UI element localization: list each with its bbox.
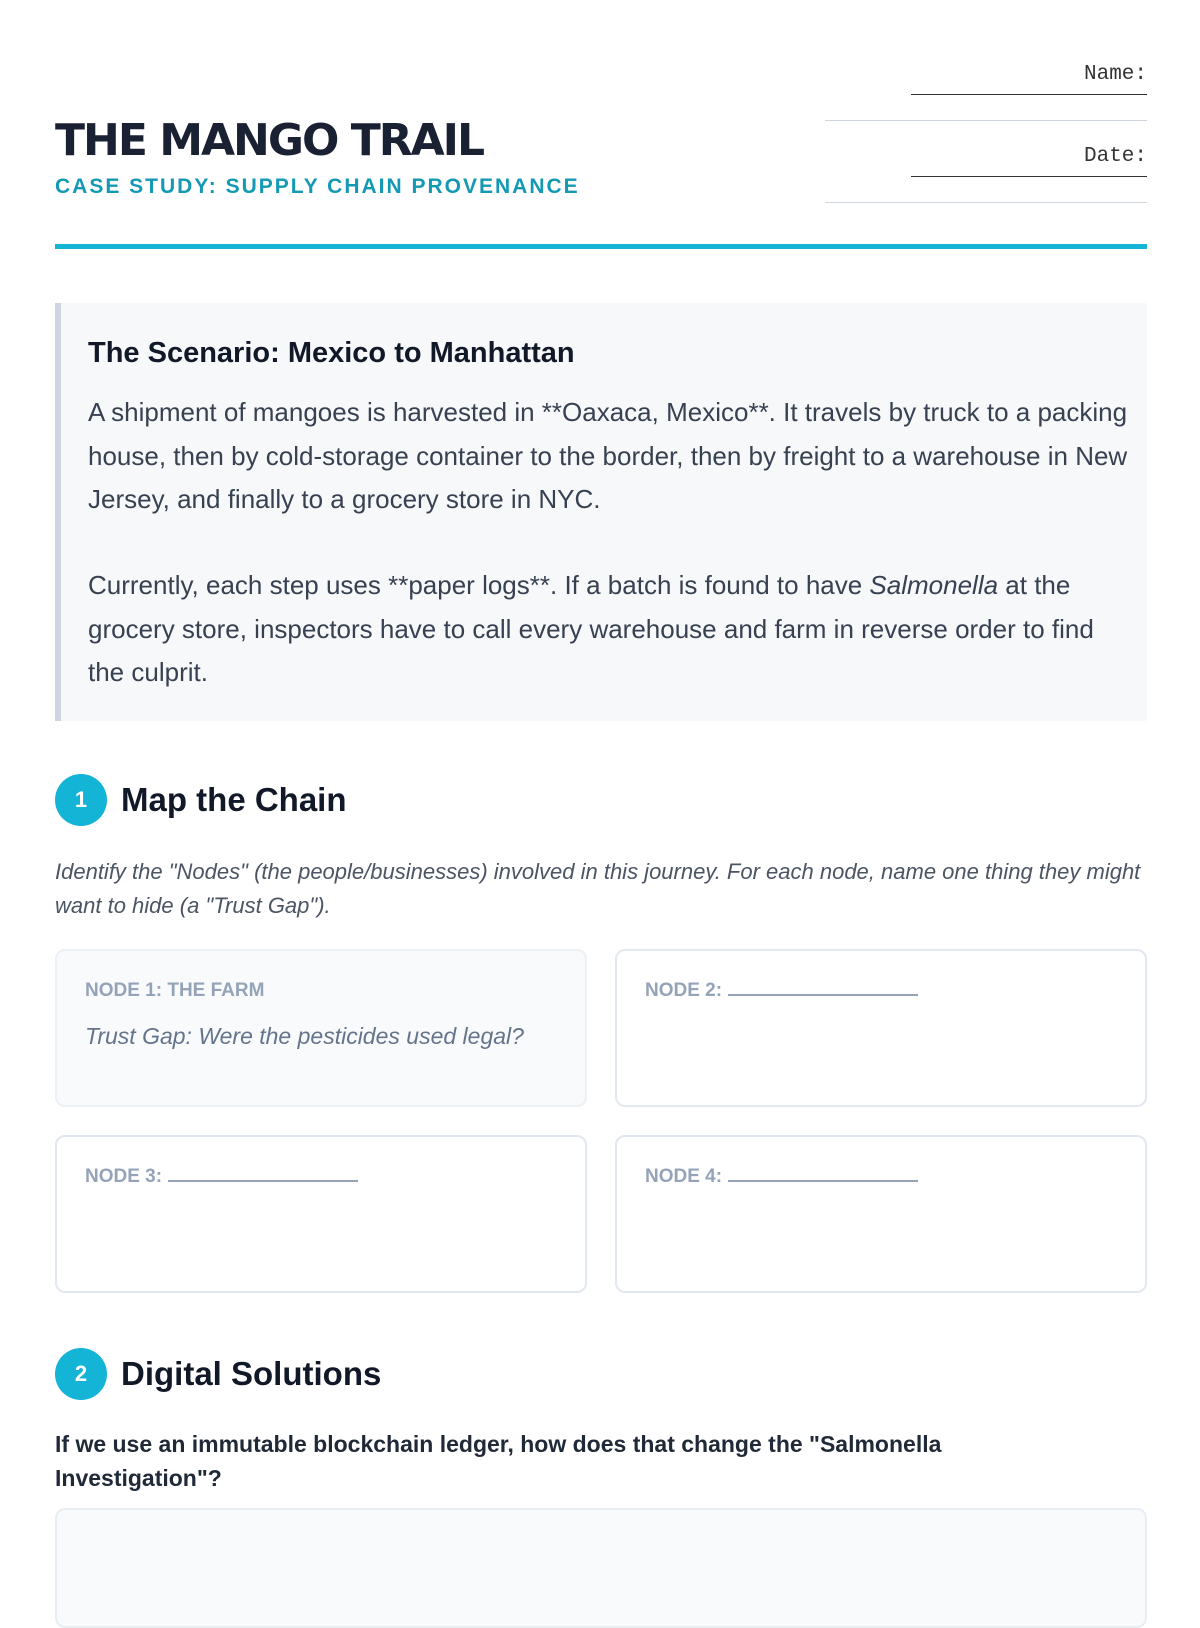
section-2-title: Digital Solutions xyxy=(121,1355,382,1392)
node-3-blank-line[interactable] xyxy=(168,1166,358,1182)
node-4-card[interactable] xyxy=(615,1135,1147,1293)
node-2-card[interactable] xyxy=(615,949,1147,1107)
section-1-instructions: Identify the "Nodes" (the people/businesses) involved in this journey. For each node, name one thing they might want to hide (a "Trust Gap"). xyxy=(55,859,1141,918)
scenario-title: The Scenario: Mexico to Manhattan xyxy=(88,337,575,369)
node-4-label-text: NODE 4: xyxy=(645,1166,723,1187)
scenario-paragraph-2-italic: Salmonella xyxy=(869,570,999,600)
date-field[interactable] xyxy=(825,144,1147,203)
node-3-label xyxy=(85,1165,358,1189)
section-2-number-badge: 2 xyxy=(55,1348,107,1400)
node-3-label-text: NODE 3: xyxy=(85,1166,163,1187)
section-1-heading xyxy=(55,774,655,826)
header-divider xyxy=(55,244,1147,249)
section-1-number-badge: 1 xyxy=(55,774,107,826)
name-field[interactable] xyxy=(825,62,1147,121)
page-subtitle: CASE STUDY: SUPPLY CHAIN PROVENANCE xyxy=(55,175,580,198)
name-label: Name: xyxy=(1083,63,1147,86)
answer-box[interactable] xyxy=(55,1508,1147,1628)
page-title: THE MANGO TRAIL xyxy=(55,115,484,166)
node-2-label-text: NODE 2: xyxy=(645,980,723,1001)
worksheet-header xyxy=(55,0,1147,250)
scenario-paragraph-2-start: Currently, each step uses **paper logs**. If a batch is found to have xyxy=(88,570,870,600)
node-4-blank-line[interactable] xyxy=(728,1166,918,1182)
node-1-trust-gap: Trust Gap: Were the pesticides used legal? xyxy=(85,1023,524,1049)
node-2-label xyxy=(645,979,918,1003)
scenario-paragraph-2 xyxy=(88,564,1128,695)
node-1-label: NODE 1: THE FARM xyxy=(85,980,265,1001)
date-label: Date: xyxy=(1083,145,1147,168)
node-1-card xyxy=(55,949,587,1107)
node-3-card[interactable] xyxy=(55,1135,587,1293)
scenario-paragraph-2-end: at the grocery store, inspectors have to call every warehouse and farm in reverse order to find the culprit. xyxy=(88,570,1094,687)
section-2-heading xyxy=(55,1348,655,1400)
name-blank-line xyxy=(911,94,1147,95)
node-4-label xyxy=(645,1165,918,1189)
scenario-paragraph-1: A shipment of mangoes is harvested in **Oaxaca, Mexico**. It travels by truck to a packing house, then by cold-storage container to the border, then by freight to a warehouse in New Jersey, and finally to a grocery store in NYC. xyxy=(88,397,1128,514)
section-1-title: Map the Chain xyxy=(121,781,347,818)
node-2-blank-line[interactable] xyxy=(728,980,918,996)
section-2-question: If we use an immutable blockchain ledger, how does that change the "Salmonella Investigation"? xyxy=(55,1431,942,1491)
date-blank-line xyxy=(911,176,1147,177)
worksheet-page xyxy=(55,0,1147,1600)
